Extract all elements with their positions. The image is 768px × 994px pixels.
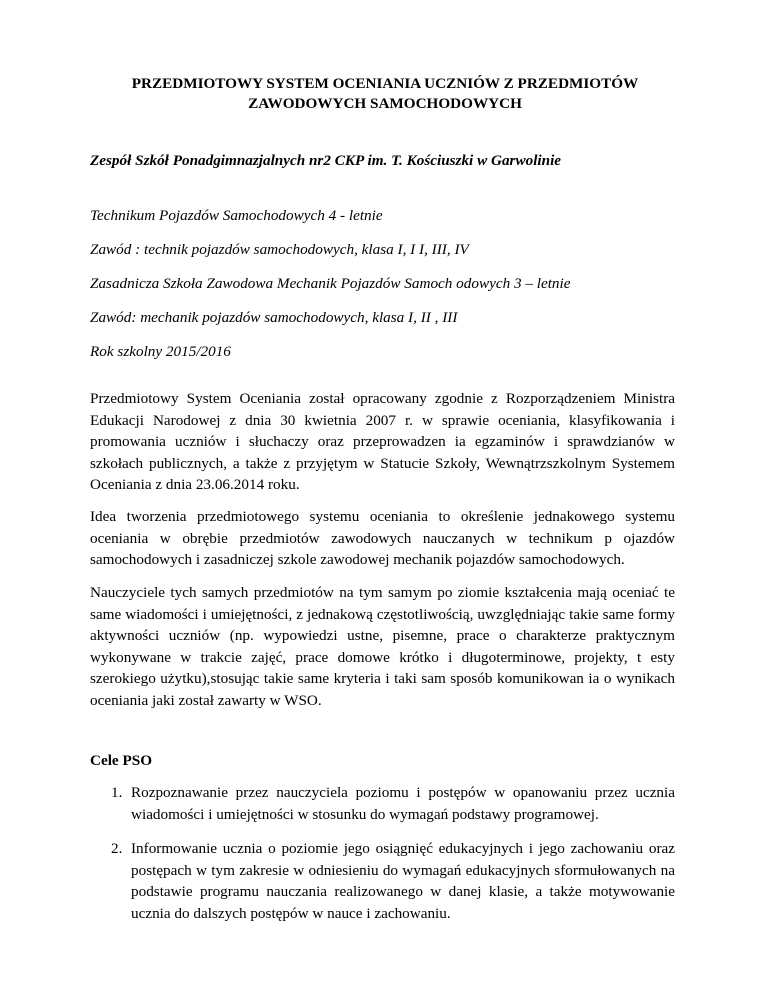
info-line-profession-mechanic: Zawód: mechanik pojazdów samochodowych, klasa I, II , III (90, 309, 458, 326)
list-item-text: Rozpoznawanie przez nauczyciela poziomu i postępów w opanowaniu przez ucznia wiadomości i umiejętności w stosunku do wymagań podstawy programowej. (131, 784, 675, 823)
section-heading-goals: Cele PSO (90, 752, 153, 769)
school-name: Zespół Szkół Ponadgimnazjalnych nr2 CKP im. T. Kościuszki w Garwolinie (90, 152, 562, 169)
info-line-vocational-school: Zasadnicza Szkoła Zawodowa Mechanik Pojazdów Samoch odowych 3 – letnie (90, 275, 571, 292)
document-title-line-2: ZAWODOWYCH SAMOCHODOWYCH (248, 95, 522, 112)
paragraph-idea: Idea tworzenia przedmiotowego systemu oceniania to określenie jednakowego systemu oceniania w obrębie przedmiotów zawodowych nauczanych w technikum p ojazdów samochodowych i zasadniczej szkole zawodowej mechanik pojazdów samochodowych. (90, 508, 675, 568)
list-item (90, 782, 675, 825)
paragraph-teachers: Nauczyciele tych samych przedmiotów na tym samym po ziomie kształcenia mają oceniać te same wiadomości i umiejętności, z jednakową częstotliwością, uwzględniając takie same formy aktywności uczniów (np. wypowiedzi ustne, pisemne, prace o charakterze praktycznym wykonywane w trakcie zajęć, prace domowe krótko i długoterminowe, projekty, t esty szerokiego użytku),stosując takie same kryteria i taki sam sposób komunikowan ia o wynikach oceniania jaki został zawarty w WSO. (90, 584, 675, 709)
list-item-number: 1. (111, 784, 123, 801)
document-title (90, 74, 680, 114)
goals-list (90, 782, 675, 924)
list-item (90, 838, 675, 924)
list-item-text: Informowanie ucznia o poziomie jego osiągnięć edukacyjnych i jego zachowaniu oraz postępach w tym zakresie w odniesieniu do wymagań edukacyjnych sformułowanych na podstawie programu nauczania realizowanego w danej klasie, a także motywowanie ucznia do dalszych postępów w nauce i zachowaniu. (131, 840, 675, 922)
document-title-line-1: PRZEDMIOTOWY SYSTEM OCENIANIA UCZNIÓW Z PRZEDMIOTÓW (131, 75, 639, 92)
paragraph-legal-basis: Przedmiotowy System Oceniania został opracowany zgodnie z Rozporządzeniem Ministra Edukacji Narodowej z dnia 30 kwietnia 2007 r. w sprawie oceniania, klasyfikowania i promowania uczniów i słuchaczy oraz przeprowadzen ia egzaminów i sprawdzianów w szkołach publicznych, a także z przyjętym w Statucie Szkoły, Wewnątrzszkolnym Systemem Oceniania z dnia 23.06.2014 roku. (90, 390, 675, 493)
list-item-number: 2. (111, 840, 123, 857)
info-line-profession-technician: Zawód : technik pojazdów samochodowych, klasa I, I I, III, IV (90, 241, 469, 258)
info-line-school-type: Technikum Pojazdów Samochodowych 4 - letnie (90, 207, 383, 224)
info-line-school-year: Rok szkolny 2015/2016 (90, 343, 231, 360)
